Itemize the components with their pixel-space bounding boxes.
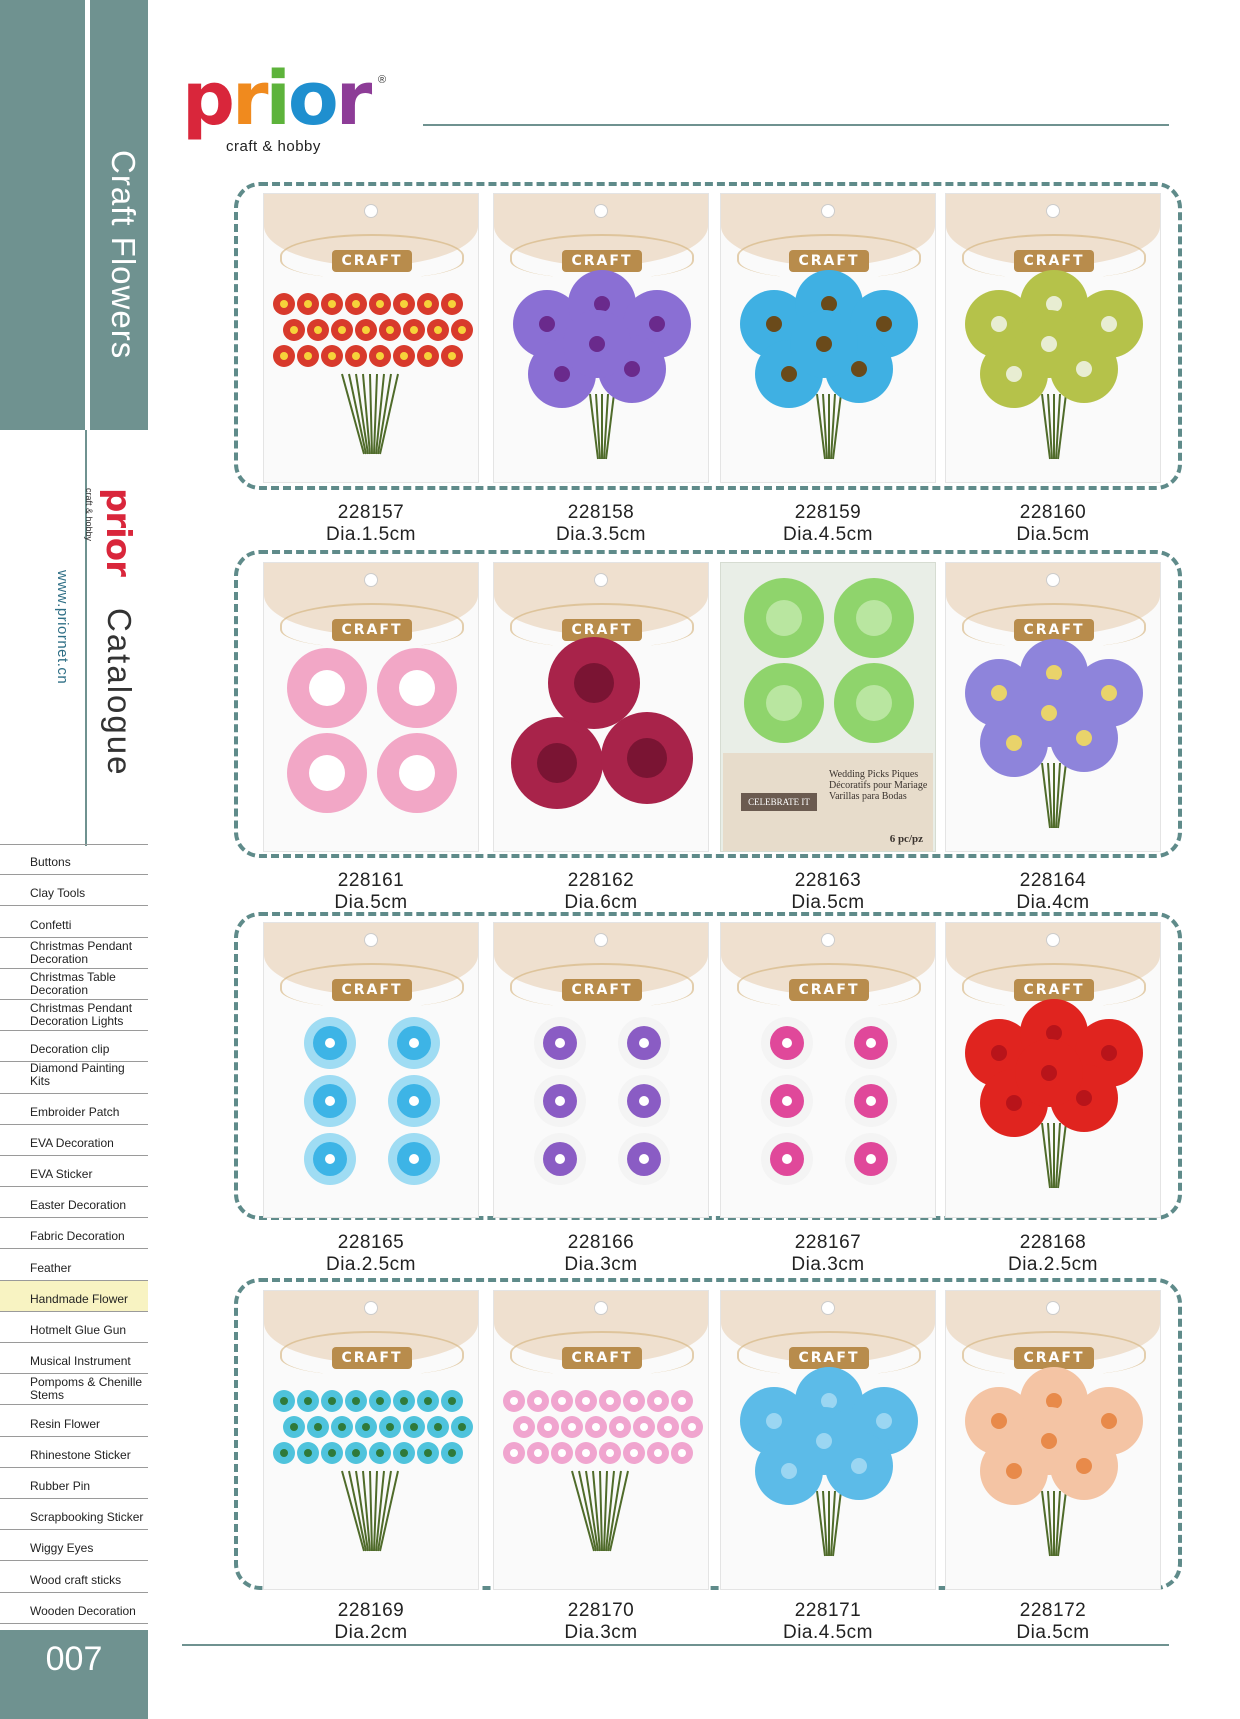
flower-center <box>876 316 892 332</box>
flower-center <box>782 1038 792 1048</box>
product-diameter: Dia.4.5cm <box>782 524 874 545</box>
catalogue-label: Catalogue <box>101 608 138 777</box>
product-code: 228172 <box>1019 1600 1087 1621</box>
product-image <box>946 993 1161 1215</box>
flower-center <box>448 352 456 360</box>
flower-center <box>520 1423 528 1431</box>
flower-center <box>338 1423 346 1431</box>
product-diameter: Dia.5cm <box>791 892 865 913</box>
product-diameter: Dia.5cm <box>1016 524 1090 545</box>
flower-center <box>851 361 867 377</box>
product-code: 228168 <box>1019 1232 1087 1253</box>
registered-mark: ® <box>378 74 387 86</box>
flower-center <box>458 326 466 334</box>
hang-hole <box>364 573 378 587</box>
flower-center <box>639 1096 649 1106</box>
flower-center <box>554 366 570 382</box>
flower-center <box>781 1463 797 1479</box>
category-item[interactable]: Rhinestone Sticker <box>0 1437 148 1468</box>
logo-letter: r <box>231 56 266 142</box>
stem <box>342 1471 364 1551</box>
category-item[interactable]: Diamond Painting Kits <box>0 1062 148 1093</box>
package-brand: CELEBRATE IT <box>741 793 817 811</box>
flower-center <box>1101 316 1117 332</box>
flower-center <box>766 600 802 636</box>
stem <box>370 374 372 454</box>
product-image <box>494 1361 709 1587</box>
product-image <box>264 1361 479 1587</box>
flower-center <box>664 1423 672 1431</box>
flower-center <box>991 685 1007 701</box>
flower-center <box>409 1096 419 1106</box>
flower-center <box>558 1397 566 1405</box>
flower-center <box>424 1449 432 1457</box>
package-brand-badge: CRAFT <box>1014 619 1094 641</box>
flower-center <box>304 352 312 360</box>
flower-center <box>616 1423 624 1431</box>
flower-center <box>539 316 555 332</box>
logo-letter: p <box>182 56 232 142</box>
product-diameter: Dia.4.5cm <box>782 1622 874 1643</box>
package-brand-badge: CRAFT <box>789 1347 869 1369</box>
category-item[interactable]: Hotmelt Glue Gun <box>0 1312 148 1343</box>
flower-center <box>537 743 577 783</box>
stem <box>600 1471 602 1551</box>
flower-center <box>1041 336 1057 352</box>
hang-hole <box>364 204 378 218</box>
sidebar-logo-tagline: craft & hobby <box>84 488 94 542</box>
flower-center <box>1006 1095 1022 1111</box>
stem <box>342 374 364 454</box>
flower-center <box>376 1397 384 1405</box>
product-package <box>493 922 709 1218</box>
product-package <box>720 1290 936 1590</box>
flower-center <box>558 1449 566 1457</box>
package-brand-badge: CRAFT <box>1014 979 1094 1001</box>
category-item[interactable]: Christmas Table Decoration <box>0 969 148 1000</box>
product-package <box>493 562 709 852</box>
flower-center <box>630 1397 638 1405</box>
page-number: 007 <box>45 1640 103 1678</box>
category-item[interactable]: Fabric Decoration <box>0 1218 148 1249</box>
flower-center <box>1101 1413 1117 1429</box>
category-item[interactable]: Resin Flower <box>0 1405 148 1436</box>
category-item[interactable]: Christmas Pendant Decoration Lights <box>0 1000 148 1031</box>
logo-word <box>182 56 392 142</box>
category-item[interactable]: Feather <box>0 1249 148 1280</box>
product-image <box>721 264 936 480</box>
flower-center <box>640 1423 648 1431</box>
flower-center <box>589 336 605 352</box>
flower-center <box>309 755 345 791</box>
flower-center <box>376 1449 384 1457</box>
flower-center <box>338 326 346 334</box>
flower-center <box>352 1397 360 1405</box>
product-code: 228165 <box>337 1232 405 1253</box>
product-diameter: Dia.3cm <box>791 1254 865 1275</box>
category-item[interactable]: Embroider Patch <box>0 1094 148 1125</box>
flower-center <box>376 352 384 360</box>
sidebar-logo <box>84 488 138 588</box>
product-package <box>945 193 1161 483</box>
flower-center <box>409 1154 419 1164</box>
product-image <box>264 633 479 849</box>
product-diameter: Dia.5cm <box>334 892 408 913</box>
flower-center <box>290 326 298 334</box>
flower-center <box>624 361 640 377</box>
product-image <box>264 993 479 1215</box>
category-item[interactable]: Christmas Pendant Decoration <box>0 938 148 969</box>
flower-center <box>856 600 892 636</box>
product-code: 228170 <box>567 1600 635 1621</box>
category-item[interactable]: Easter Decoration <box>0 1187 148 1218</box>
flower-center <box>574 663 614 703</box>
product-package <box>945 562 1161 852</box>
header-rule <box>423 124 1169 126</box>
flower-center <box>304 1397 312 1405</box>
flower-center <box>1076 730 1092 746</box>
product-code: 228162 <box>567 870 635 891</box>
footer-rule <box>182 1644 1169 1646</box>
category-list <box>0 844 148 1624</box>
category-item[interactable]: Clay Tools <box>0 875 148 906</box>
hang-hole <box>594 204 608 218</box>
product-package <box>720 562 936 852</box>
flower-center <box>630 1449 638 1457</box>
flower-center <box>400 1449 408 1457</box>
flower-center <box>309 670 345 706</box>
flower-center <box>649 316 665 332</box>
product-package <box>720 922 936 1218</box>
package-brand-badge: CRAFT <box>332 979 412 1001</box>
flower-center <box>400 352 408 360</box>
flower-center <box>399 670 435 706</box>
package-brand-badge: CRAFT <box>332 250 412 272</box>
hang-hole <box>821 204 835 218</box>
hang-hole <box>1046 204 1060 218</box>
category-item[interactable]: Wiggy Eyes <box>0 1530 148 1561</box>
flower-center <box>328 352 336 360</box>
category-item[interactable]: Handmade Flower <box>0 1281 148 1312</box>
hang-hole <box>1046 1301 1060 1315</box>
flower-center <box>1046 1025 1062 1041</box>
flower-center <box>448 300 456 308</box>
package-brand-badge: CRAFT <box>332 1347 412 1369</box>
product-image <box>946 264 1161 480</box>
product-diameter: Dia.2.5cm <box>1007 1254 1099 1275</box>
flower-center <box>424 300 432 308</box>
product-code: 228166 <box>567 1232 635 1253</box>
flower-center <box>816 336 832 352</box>
product-code: 228167 <box>794 1232 862 1253</box>
hang-hole <box>821 1301 835 1315</box>
flower-center <box>1006 735 1022 751</box>
flower-center <box>1076 361 1092 377</box>
flower-center <box>555 1038 565 1048</box>
flower-center <box>639 1154 649 1164</box>
flower-center <box>1046 665 1062 681</box>
product-image <box>721 563 936 753</box>
flower-center <box>410 1423 418 1431</box>
product-image <box>946 1361 1161 1587</box>
product-package <box>493 1290 709 1590</box>
flower-center <box>400 300 408 308</box>
flower-center <box>555 1154 565 1164</box>
product-diameter: Dia.3cm <box>564 1622 638 1643</box>
flower-center <box>424 1397 432 1405</box>
flower-center <box>678 1449 686 1457</box>
flower-center <box>304 1449 312 1457</box>
flower-center <box>781 366 797 382</box>
package-text: Wedding Picks Piques Décoratifs pour Mariage Varillas para Bodas <box>829 769 928 802</box>
product-image <box>494 633 709 849</box>
package-count: 6 pc/pz <box>889 833 923 845</box>
flower-center <box>766 1413 782 1429</box>
flower-center <box>458 1423 466 1431</box>
flower-center <box>1046 1393 1062 1409</box>
flower-center <box>314 326 322 334</box>
product-code: 228158 <box>567 502 635 523</box>
flower-center <box>290 1423 298 1431</box>
flower-center <box>510 1397 518 1405</box>
category-item[interactable]: Musical Instrument <box>0 1343 148 1374</box>
product-diameter: Dia.4cm <box>1016 892 1090 913</box>
category-item[interactable]: EVA Decoration <box>0 1125 148 1156</box>
category-item[interactable]: Buttons <box>0 844 148 875</box>
flower-center <box>510 1449 518 1457</box>
flower-center <box>1101 685 1117 701</box>
flower-center <box>280 352 288 360</box>
flower-center <box>399 755 435 791</box>
flower-center <box>991 316 1007 332</box>
category-item[interactable]: Wood craft sticks <box>0 1561 148 1592</box>
product-image <box>494 993 709 1215</box>
flower-center <box>410 326 418 334</box>
category-item[interactable]: Pompoms & Chenille Stems <box>0 1374 148 1405</box>
section-title: Craft Flowers <box>105 150 142 360</box>
flower-center <box>352 300 360 308</box>
flower-center <box>582 1397 590 1405</box>
product-image <box>721 1361 936 1587</box>
flower-center <box>821 296 837 312</box>
product-code: 228163 <box>794 870 862 891</box>
flower-center <box>654 1449 662 1457</box>
flower-center <box>816 1433 832 1449</box>
flower-center <box>876 1413 892 1429</box>
flower-center <box>782 1154 792 1164</box>
product-code: 228169 <box>337 1600 405 1621</box>
flower-center <box>534 1397 542 1405</box>
hang-hole <box>364 933 378 947</box>
hang-hole <box>821 933 835 947</box>
flower-center <box>386 326 394 334</box>
flower-center <box>1006 366 1022 382</box>
package-brand-badge: CRAFT <box>1014 250 1094 272</box>
flower-center <box>362 326 370 334</box>
flower-center <box>582 1449 590 1457</box>
product-package <box>263 922 479 1218</box>
flower-center <box>866 1096 876 1106</box>
product-package <box>263 1290 479 1590</box>
category-item[interactable]: EVA Sticker <box>0 1156 148 1187</box>
flower-center <box>325 1096 335 1106</box>
hang-hole <box>594 933 608 947</box>
category-item[interactable]: Scrapbooking Sticker <box>0 1499 148 1530</box>
flower-center <box>314 1423 322 1431</box>
hang-hole <box>1046 933 1060 947</box>
sidebar-band <box>0 0 85 430</box>
flower-center <box>627 738 667 778</box>
flower-center <box>1006 1463 1022 1479</box>
product-code: 228157 <box>337 502 405 523</box>
flower-center <box>782 1096 792 1106</box>
flower-center <box>376 300 384 308</box>
brand-logo <box>182 56 392 157</box>
package-label <box>723 753 933 852</box>
flower-center <box>1076 1090 1092 1106</box>
flower-center <box>851 1458 867 1474</box>
flower-center <box>555 1096 565 1106</box>
product-package <box>493 193 709 483</box>
flower-center <box>866 1154 876 1164</box>
package-brand-badge: CRAFT <box>562 979 642 1001</box>
flower-center <box>821 1393 837 1409</box>
flower-center <box>766 685 802 721</box>
product-diameter: Dia.3cm <box>564 1254 638 1275</box>
flower-center <box>1041 1065 1057 1081</box>
category-item[interactable]: Rubber Pin <box>0 1468 148 1499</box>
website-link[interactable]: www.priornet.cn <box>54 570 71 685</box>
package-brand-badge: CRAFT <box>1014 1347 1094 1369</box>
logo-letter: r <box>335 56 370 142</box>
flower-center <box>678 1397 686 1405</box>
flower-center <box>362 1423 370 1431</box>
stem <box>370 1471 372 1551</box>
product-code: 228161 <box>337 870 405 891</box>
flower-center <box>280 1397 288 1405</box>
product-diameter: Dia.6cm <box>564 892 638 913</box>
flower-center <box>448 1397 456 1405</box>
flower-center <box>352 352 360 360</box>
flower-center <box>639 1038 649 1048</box>
flower-center <box>448 1449 456 1457</box>
category-item[interactable]: Decoration clip <box>0 1031 148 1062</box>
package-brand-badge: CRAFT <box>562 1347 642 1369</box>
flower-center <box>386 1423 394 1431</box>
flower-center <box>654 1397 662 1405</box>
package-brand-badge: CRAFT <box>789 979 869 1001</box>
flower-center <box>544 1423 552 1431</box>
flower-center <box>352 1449 360 1457</box>
product-package <box>720 193 936 483</box>
product-image <box>946 633 1161 849</box>
hang-hole <box>1046 573 1060 587</box>
product-diameter: Dia.1.5cm <box>325 524 417 545</box>
flower-center <box>1076 1458 1092 1474</box>
flower-center <box>866 1038 876 1048</box>
product-code: 228164 <box>1019 870 1087 891</box>
flower-center <box>304 300 312 308</box>
product-code: 228160 <box>1019 502 1087 523</box>
product-package <box>263 193 479 483</box>
product-diameter: Dia.2cm <box>334 1622 408 1643</box>
product-diameter: Dia.3.5cm <box>555 524 647 545</box>
package-brand-badge: CRAFT <box>332 619 412 641</box>
flower-center <box>688 1423 696 1431</box>
flower-center <box>1041 705 1057 721</box>
hang-hole <box>364 1301 378 1315</box>
flower-center <box>424 352 432 360</box>
logo-letter: o <box>287 56 336 142</box>
flower-center <box>606 1449 614 1457</box>
flower-center <box>328 300 336 308</box>
product-image <box>494 264 709 480</box>
category-item[interactable]: Wooden Decoration <box>0 1593 148 1624</box>
flower-center <box>325 1038 335 1048</box>
sidebar-logo-word: prior <box>98 488 138 576</box>
product-package <box>945 922 1161 1218</box>
product-code: 228171 <box>794 1600 862 1621</box>
flower-center <box>1101 1045 1117 1061</box>
flower-center <box>856 685 892 721</box>
flower-center <box>534 1449 542 1457</box>
category-item[interactable]: Confetti <box>0 906 148 937</box>
flower-center <box>434 326 442 334</box>
flower-center <box>991 1045 1007 1061</box>
flower-center <box>400 1397 408 1405</box>
flower-center <box>328 1449 336 1457</box>
flower-center <box>325 1154 335 1164</box>
flower-center <box>991 1413 1007 1429</box>
product-package <box>945 1290 1161 1590</box>
flower-center <box>434 1423 442 1431</box>
flower-center <box>592 1423 600 1431</box>
package-brand-badge: CRAFT <box>789 250 869 272</box>
flower-center <box>280 1449 288 1457</box>
flower-center <box>1046 296 1062 312</box>
flower-center <box>328 1397 336 1405</box>
flower-center <box>1041 1433 1057 1449</box>
flower-center <box>568 1423 576 1431</box>
product-image <box>721 993 936 1215</box>
product-code: 228159 <box>794 502 862 523</box>
flower-center <box>594 296 610 312</box>
product-diameter: Dia.5cm <box>1016 1622 1090 1643</box>
package-brand-badge: CRAFT <box>562 619 642 641</box>
hang-hole <box>594 1301 608 1315</box>
product-package <box>263 562 479 852</box>
flower-center <box>409 1038 419 1048</box>
package-brand-badge: CRAFT <box>562 250 642 272</box>
flower-center <box>280 300 288 308</box>
flower-center <box>606 1397 614 1405</box>
logo-tagline: craft & hobby <box>226 138 321 155</box>
stem <box>572 1471 594 1551</box>
logo-letter: i <box>265 56 288 142</box>
flower-center <box>766 316 782 332</box>
product-diameter: Dia.2.5cm <box>325 1254 417 1275</box>
hang-hole <box>594 573 608 587</box>
product-image <box>264 264 479 480</box>
